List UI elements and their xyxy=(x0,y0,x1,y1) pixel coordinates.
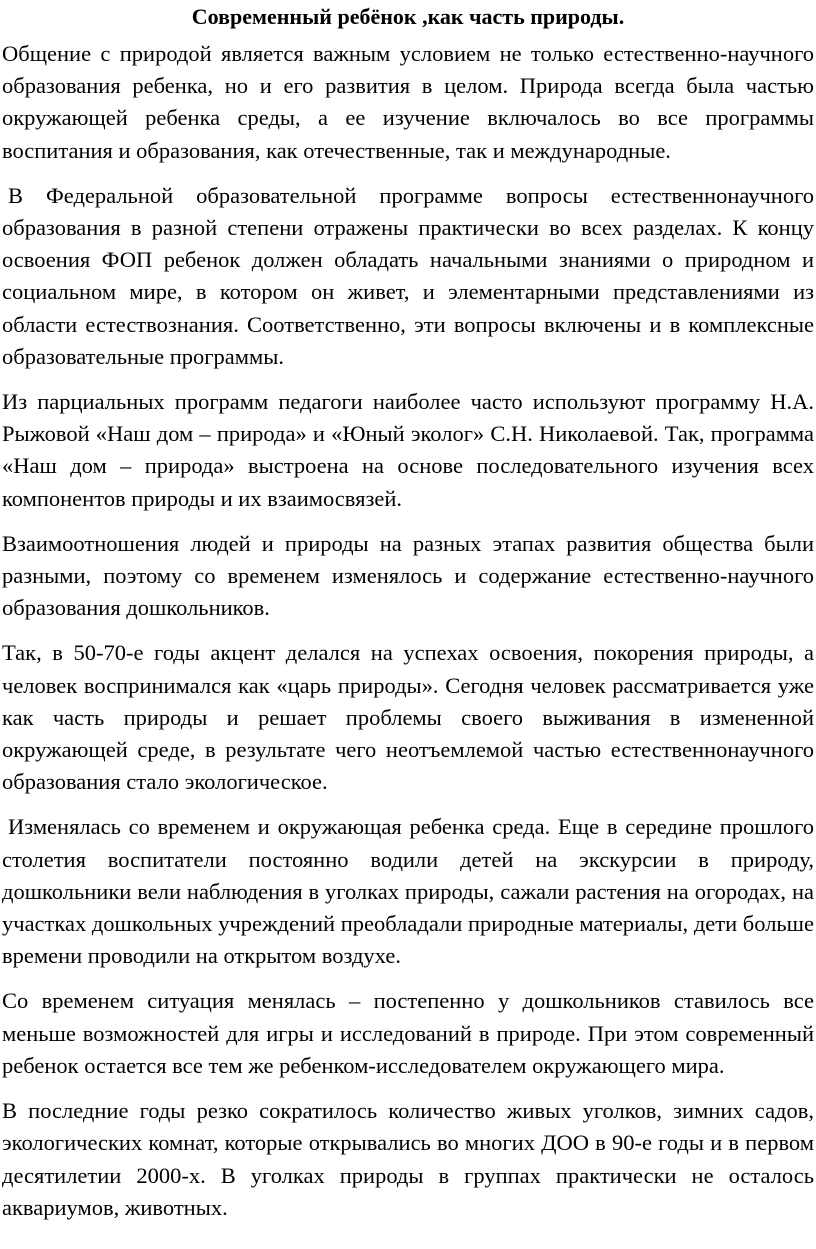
paragraph-3: Из парциальных программ педагоги наиболее часто используют программу Н.А. Рыжовой «Наш дом – природа» и «Юный эколог» С.Н. Николаевой. Так, программа «Наш дом – природа» выстроена на основе последовательного изучения всех компонентов природы и их взаимосвязей. xyxy=(2,389,814,511)
paragraph-8: В последние годы резко сократилось количество живых уголков, зимних садов, экологических комнат, которые открывались во многих ДОО в 90-е годы и в первом десятилетии 2000-х. В уголках природы в группах практически не осталось аквариумов, животных. xyxy=(2,1098,814,1220)
paragraph-1: Общение с природой является важным условием не только естественно-научного образования ребенка, но и его развития в целом. Природа всегда была частью окружающей ребенка среды, а ее изучение включалось во все программы воспитания и образования, как отечественные, так и международные. xyxy=(2,41,814,163)
paragraph-4: Взаимоотношения людей и природы на разных этапах развития общества были разными, поэтому со временем изменялось и содержание естественно-научного образования дошкольников. xyxy=(2,530,814,621)
paragraph-2: В Федеральной образовательной программе вопросы естественнонаучного образования в разной степени отражены практически во всех разделах. К концу освоения ФОП ребенок должен обладать начальными знаниями о природном и социальном мире, в котором он живет, и элементарными представлениями из области естествознания. Соответственно, эти вопросы включены и в комплексные образовательные программы. xyxy=(2,182,814,369)
paragraph-7: Со временем ситуация менялась – постепенно у дошкольников ставилось все меньше возможностей для игры и исследований в природе. При этом современный ребенок остается все тем же ребенком-исследователем окружающего мира. xyxy=(2,988,814,1078)
paragraph-6: Изменялась со временем и окружающая ребенка среда. Еще в середине прошлого столетия воспитатели постоянно водили детей на экскурсии в природу, дошкольники вели наблюдения в уголках природы, сажали растения на огородах, на участках дошкольных учреждений преобладали природные материалы, дети больше времени проводили на открытом воздухе. xyxy=(2,814,814,969)
document-title: Современный ребёнок ,как часть природы. xyxy=(191,4,625,29)
paragraph-5: Так, в 50-70-е годы акцент делался на успехах освоения, покорения природы, а человек воспринимался как «царь природы». Сегодня человек рассматривается уже как часть природы и решает проблемы своего выживания в измененной окружающей среде, в результате чего неотъемлемой частью естественнонаучного образования стало экологическое. xyxy=(2,640,814,795)
